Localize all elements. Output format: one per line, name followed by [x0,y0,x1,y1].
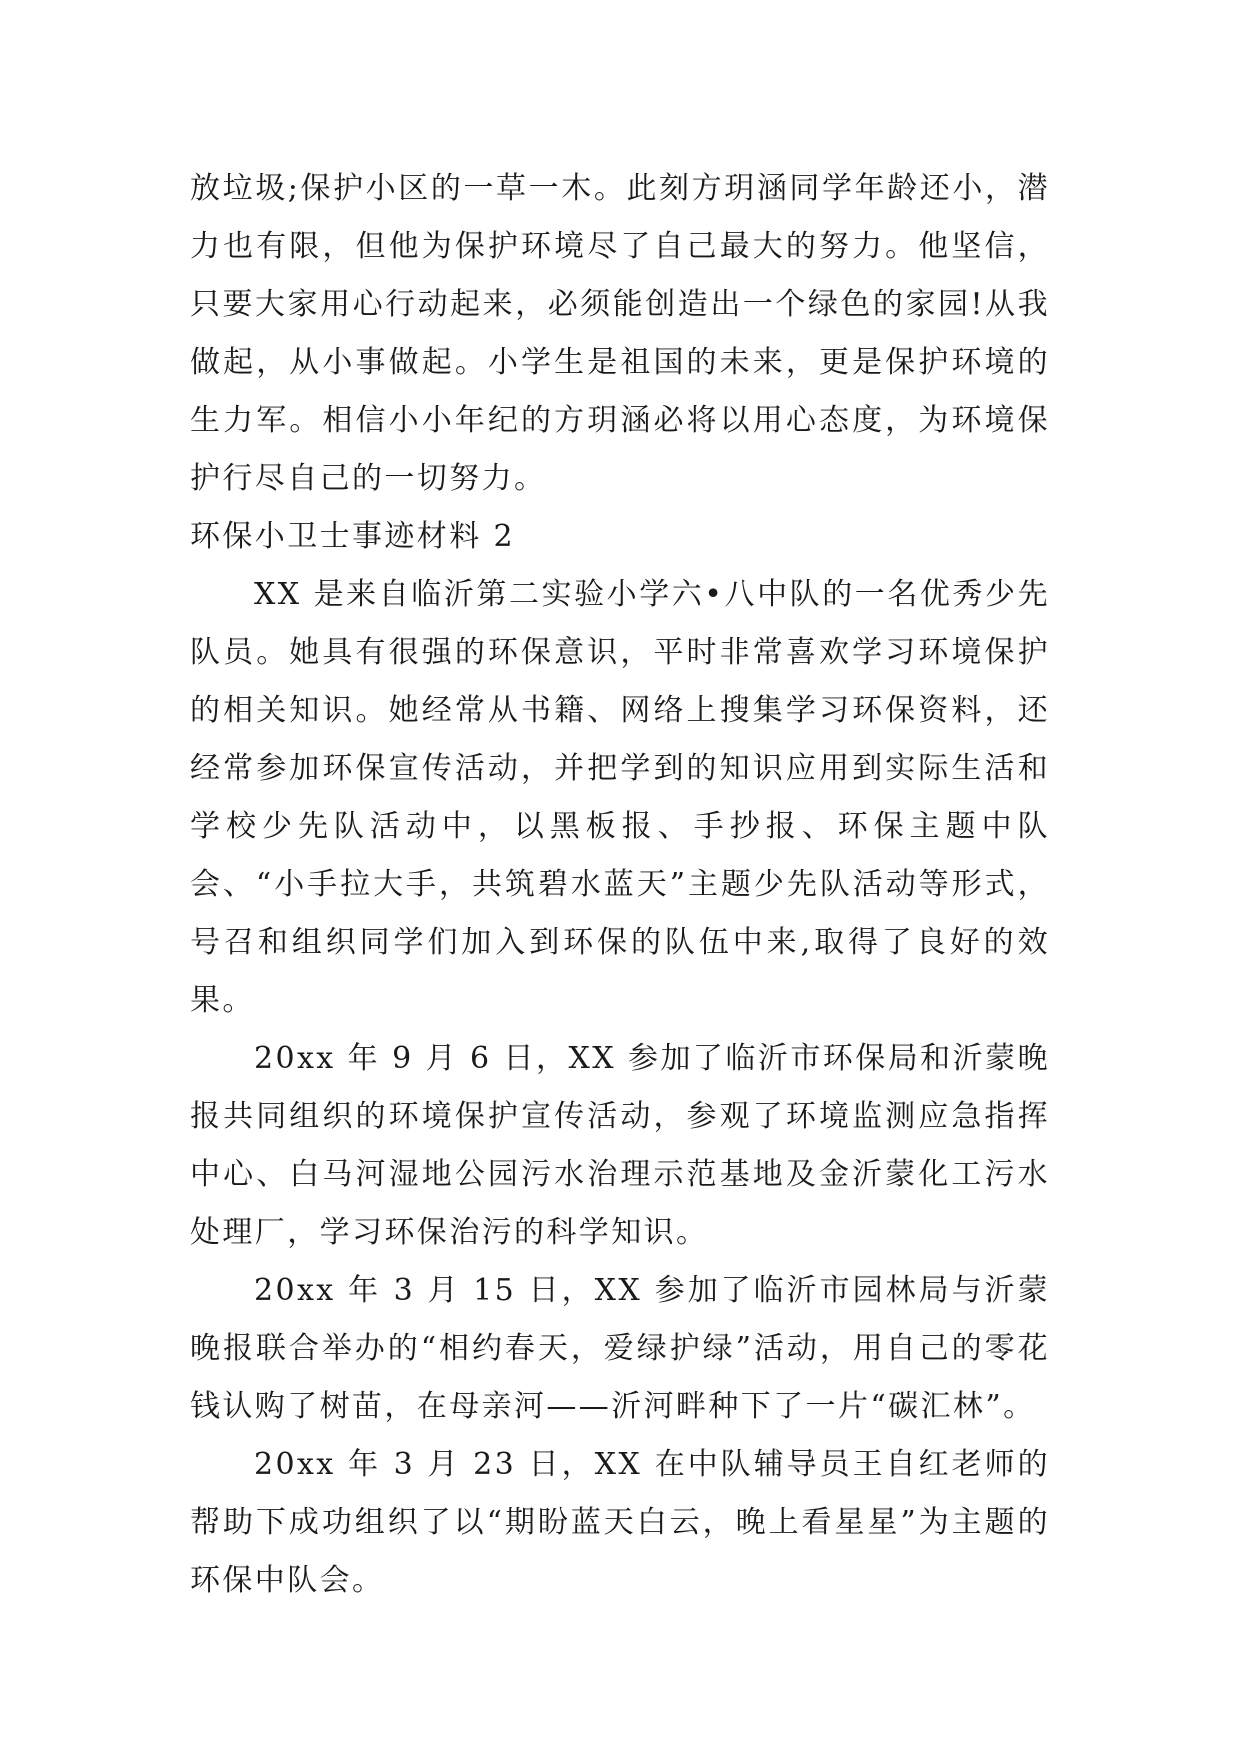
paragraph-event-sept-6: 20xx 年 9 月 6 日，XX 参加了临沂市环保局和沂蒙晚报共同组织的环境保护宣传活动，参观了环境监测应急指挥中心、白马河湿地公园污水治理示范基地及金沂蒙化工污水处理厂，学习环保治污的科学知识。 [190,1041,1050,1250]
document-page [190,160,1050,1610]
paragraph-event-mar-23: 20xx 年 3 月 23 日，XX 在中队辅导员王自红老师的帮助下成功组织了以“期盼蓝天白云，晚上看星星”为主题的环保中队会。 [190,1447,1050,1598]
paragraph-continuation: 放垃圾;保护小区的一草一木。此刻方玥涵同学年龄还小，潜力也有限，但他为保护环境尽了自己最大的努力。他坚信，只要大家用心行动起来，必须能创造出一个绿色的家园!从我做起，从小事做起。小学生是祖国的未来，更是保护环境的生力军。相信小小年纪的方玥涵必将以用心态度，为环境保护行尽自己的一切努力。 [190,171,1050,496]
section-title: 环保小卫士事迹材料 2 [190,519,516,554]
paragraph-intro: XX 是来自临沂第二实验小学六•八中队的一名优秀少先队员。她具有很强的环保意识，平时非常喜欢学习环境保护的相关知识。她经常从书籍、网络上搜集学习环保资料，还经常参加环保宣传活动，并把学到的知识应用到实际生活和学校少先队活动中，以黑板报、手抄报、环保主题中队会、“小手拉大手，共筑碧水蓝天”主题少先队活动等形式，号召和组织同学们加入到环保的队伍中来,取得了良好的效果。 [190,577,1050,1018]
paragraph-event-mar-15: 20xx 年 3 月 15 日，XX 参加了临沂市园林局与沂蒙晚报联合举办的“相约春天，爱绿护绿”活动，用自己的零花钱认购了树苗，在母亲河——沂河畔种下了一片“碳汇林”。 [190,1273,1050,1424]
